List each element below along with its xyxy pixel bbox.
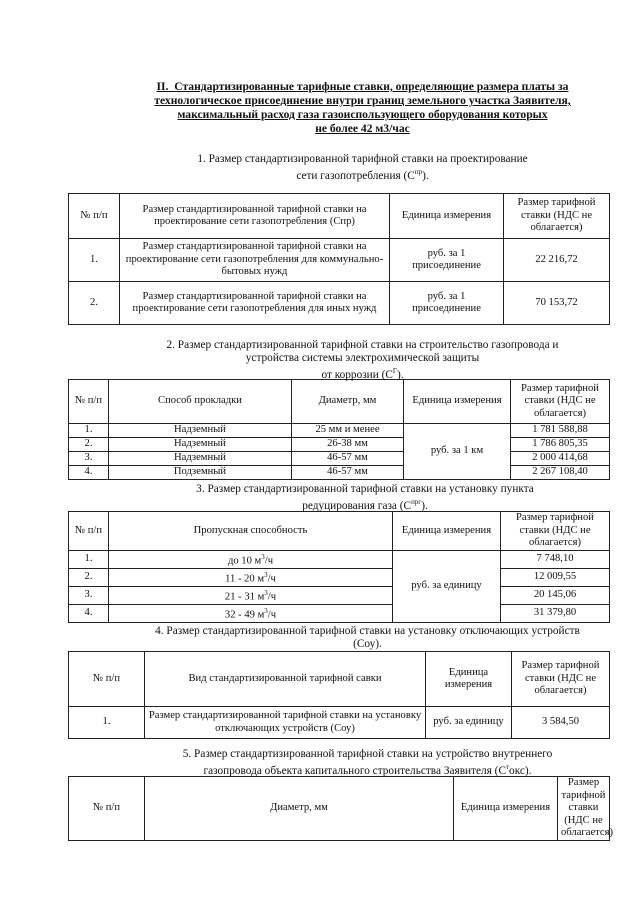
col-header-num: № п/п [69,512,109,551]
col-header-capacity: Пропускная способность [109,512,393,551]
capacity-unit-suffix: /ч [267,573,276,585]
row-diameter: 46-57 мм [292,452,404,466]
capacity-unit: м [257,573,265,585]
row-name: Размер стандартизированной тарифной ставки на проектирование сети газопотребления для коммунально-бытовых нужд [120,239,390,282]
table-row [69,424,610,438]
row-num: 1. [69,551,109,569]
capacity-unit-suffix: /ч [267,609,277,621]
col-header-unit: Единица измерения [404,380,511,424]
section1-caption-pre: сети газопотребления (С [296,169,415,182]
row-value: 2 000 414,68 [511,452,610,466]
col-header-num: № п/п [69,652,145,707]
heading-number: II. [156,80,169,93]
row-num: 4. [69,605,109,623]
row-unit: руб. за единицу [426,707,512,739]
row-diameter: 46-57 мм [292,466,404,480]
heading-text-1: Стандартизированные тарифные ставки, определяющие размера платы за [174,80,569,93]
row-capacity [109,569,393,587]
row-value: 1 786 805,35 [511,438,610,452]
row-value: 22 216,72 [504,239,610,282]
col-header-unit: Единица измерения [454,777,558,841]
heading-line-1 [120,80,605,94]
section3-caption-post: ). [421,499,428,512]
section5-table [68,776,614,841]
capacity-unit-suffix: /ч [267,591,277,603]
row-num: 4. [69,466,109,480]
section5-caption [120,748,615,778]
row-diameter: 26-38 мм [292,438,404,452]
row-value: 1 781 588,88 [511,424,610,438]
table-header-row [69,777,610,841]
table-row [69,551,610,569]
heading-line-4: не более 42 м3/час [315,122,410,135]
table-header-row [69,652,610,707]
capacity-range: 21 - 31 [224,591,258,603]
row-num: 1. [69,707,145,739]
table-row [69,605,610,623]
row-unit: руб. за 1 присоединение [390,239,504,282]
table-row [69,466,610,480]
table-header-row [69,512,610,551]
section2-caption-line1: 2. Размер стандартизированной тарифной ставки на строительство газопровода и [166,339,559,351]
section2-caption-sup: Г [392,367,397,375]
section-heading [120,80,605,136]
row-unit: руб. за единицу [393,551,501,623]
col-header-diameter: Диаметр, мм [292,380,404,424]
col-header-num: № п/п [69,777,145,841]
row-unit: руб. за 1 присоединение [390,282,504,325]
capacity-unit: м [257,609,265,621]
col-header-unit: Единица измерения [393,512,501,551]
section1-caption-sup: пр [414,168,423,176]
section2-table [68,379,610,480]
section3-caption-sup: прг [411,498,422,506]
col-header-diameter: Диаметр, мм [145,777,454,841]
col-header-name: Вид стандартизированной тарифной савки [145,652,426,707]
row-value: 70 153,72 [504,282,610,325]
row-num: 3. [69,452,109,466]
capacity-unit-sup: 3 [264,571,268,580]
row-value: 20 145,06 [501,587,610,605]
col-header-method: Способ прокладки [109,380,292,424]
row-num: 2. [69,282,120,325]
capacity-unit-sup: 3 [264,607,268,616]
row-method: Надземный [109,424,292,438]
row-num: 1. [69,424,109,438]
table-row [69,452,610,466]
section5-caption-post: окс). [509,764,532,777]
table-row [69,282,610,325]
table-row [69,438,610,452]
col-header-value: Размер тарифной ставки (НДС не облагается) [512,652,610,707]
capacity-unit-sup: 3 [261,553,265,561]
row-value: 7 748,10 [501,551,610,569]
row-method: Подземный [109,466,292,480]
section3-caption [150,483,580,513]
col-header-value: Размер тарифной ставки (НДС не облагается) [511,380,610,424]
row-method: Надземный [109,438,292,452]
table-header-row [69,194,610,239]
row-name: Размер стандартизированной тарифной ставки на проектирование сети газопотребления для иных нужд [120,282,390,325]
col-header-num: № п/п [69,380,109,424]
capacity-unit: м [254,555,262,567]
table-row [69,587,610,605]
capacity-range: 11 - 20 [225,573,258,585]
col-header-num: № п/п [69,194,120,239]
capacity-unit: м [257,591,265,603]
section1-table [68,193,610,325]
col-header-name: Размер стандартизированной тарифной ставки на проектирование сети газопотребления (Спр) [120,194,390,239]
row-capacity [109,551,393,569]
table-header-row [69,380,610,424]
section4-caption-line2: (Соу). [353,638,382,650]
row-value: 2 267 108,40 [511,466,610,480]
table-row [69,707,610,739]
row-capacity [109,587,393,605]
col-header-value: Размер тарифной ставки (НДС не облагается) [501,512,610,551]
section2-caption-line2: устройства системы электрохимической защиты [245,352,480,364]
section5-caption-pre: газопровода объекта капитального строительства Заявителя (С [203,764,506,777]
section3-caption-line1: 3. Размер стандартизированной тарифной ставки на установку пункта [196,483,534,495]
section3-caption-pre: редуцирования газа (С [302,499,412,512]
capacity-unit-sup: 3 [264,589,268,598]
heading-line-2: технологическое присоединение внутри границ земельного участка Заявителя, [154,94,571,107]
row-capacity [109,605,393,623]
row-value: 31 379,80 [501,605,610,623]
row-num: 2. [69,438,109,452]
capacity-range: до 10 [227,555,255,567]
section2-caption [110,339,615,382]
section5-caption-line1: 5. Размер стандартизированной тарифной ставки на устройство внутреннего [182,748,553,760]
section2-caption-pre: от коррозии (С [321,368,393,381]
section4-caption-line1: 4. Размер стандартизированной тарифной ставки на установку отключающих устройств [155,625,580,637]
section5-caption-sup: т [505,763,510,771]
heading-line-3: максимальный расход газа газоиспользующего оборудования которых [177,108,548,121]
table-row [69,569,610,587]
capacity-range: 32 - 49 [224,609,258,621]
row-method: Надземный [109,452,292,466]
section1-caption [120,153,605,183]
col-header-unit: Единица измерения [426,652,512,707]
section1-caption-line2 [120,166,605,183]
col-header-value: Размер тарифной ставки (НДС не облагается) [504,194,610,239]
section1-caption-line1: 1. Размер стандартизированной тарифной ставки на проектирование [197,153,528,165]
row-diameter: 25 мм и менее [292,424,404,438]
row-num: 1. [69,239,120,282]
row-num: 3. [69,587,109,605]
row-value: 3 584,50 [512,707,610,739]
row-num: 2. [69,569,109,587]
col-header-value: Размер тарифной ставки (НДС не облагается) [558,777,610,841]
section2-caption-post: ). [396,368,404,381]
col-header-unit: Единица измерения [390,194,504,239]
row-name: Размер стандартизированной тарифной ставки на установку отключающих устройств (Соу) [145,707,426,739]
row-value: 12 009,55 [501,569,610,587]
section1-caption-post: ). [422,169,429,182]
table-row [69,239,610,282]
section4-caption [110,625,625,651]
section4-table [68,651,610,739]
section3-table [68,511,610,623]
row-unit: руб. за 1 км [404,424,511,480]
capacity-unit-suffix: /ч [264,555,274,567]
